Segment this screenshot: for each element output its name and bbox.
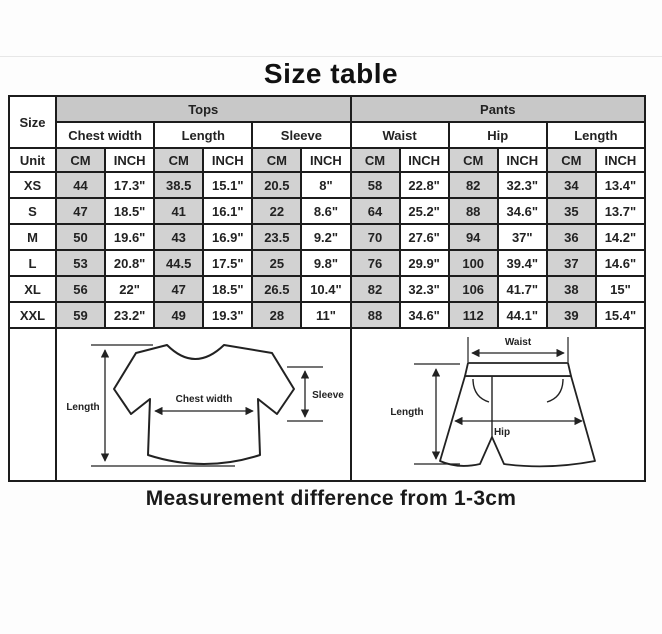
unit-cell: INCH [301,148,350,172]
chest-width-label: Chest width [175,394,233,405]
measure-header-row [9,122,645,148]
unit-cell: INCH [498,148,547,172]
value-cell: 10.4" [301,276,350,302]
value-cell: 44.1" [498,302,547,328]
size-header-cell: Size [9,96,56,148]
value-cell: 8" [301,172,350,198]
waist-header: Waist [351,122,449,148]
unit-cell: CM [351,148,400,172]
value-cell: 76 [351,250,400,276]
unit-cell: INCH [105,148,154,172]
value-cell: 88 [351,302,400,328]
shorts-diagram-cell [351,328,645,481]
value-cell: 29.9" [400,250,449,276]
value-cell: 13.7" [596,198,645,224]
unit-cell: INCH [596,148,645,172]
value-cell: 82 [449,172,498,198]
value-cell: 32.3" [400,276,449,302]
value-cell: 41 [154,198,203,224]
value-cell: 8.6" [301,198,350,224]
unit-cell: INCH [203,148,252,172]
value-cell: 11" [301,302,350,328]
value-cell: 25 [252,250,301,276]
size-label: XL [9,276,56,302]
value-cell: 32.3" [498,172,547,198]
value-cell: 70 [351,224,400,250]
value-cell: 106 [449,276,498,302]
sleeve-header: Sleeve [252,122,350,148]
tshirt-diagram [57,329,349,480]
unit-cell: INCH [400,148,449,172]
value-cell: 88 [449,198,498,224]
value-cell: 35 [547,198,596,224]
value-cell: 22.8" [400,172,449,198]
pants-group-header: Pants [351,96,645,122]
table-row-xxl [9,302,645,328]
value-cell: 50 [56,224,105,250]
value-cell: 28 [252,302,301,328]
value-cell: 9.2" [301,224,350,250]
tshirt-diagram-cell [56,328,351,481]
value-cell: 47 [154,276,203,302]
value-cell: 41.7" [498,276,547,302]
empty-cell [9,328,56,481]
value-cell: 16.1" [203,198,252,224]
value-cell: 26.5 [252,276,301,302]
value-cell: 100 [449,250,498,276]
shorts-length-label: Length [390,407,424,418]
unit-cell: CM [547,148,596,172]
value-cell: 23.2" [105,302,154,328]
chest-width-header: Chest width [56,122,154,148]
value-cell: 38 [547,276,596,302]
value-cell: 44.5 [154,250,203,276]
value-cell: 49 [154,302,203,328]
unit-cell: CM [56,148,105,172]
value-cell: 39 [547,302,596,328]
value-cell: 39.4" [498,250,547,276]
size-label: L [9,250,56,276]
table-row-xs [9,172,645,198]
value-cell: 56 [56,276,105,302]
value-cell: 15.1" [203,172,252,198]
page-title: Size table [263,58,399,89]
value-cell: 9.8" [301,250,350,276]
value-cell: 58 [351,172,400,198]
value-cell: 15.4" [596,302,645,328]
size-table [8,95,646,482]
value-cell: 27.6" [400,224,449,250]
value-cell: 37 [547,250,596,276]
value-cell: 20.5 [252,172,301,198]
value-cell: 44 [56,172,105,198]
value-cell: 14.2" [596,224,645,250]
pants-length-header: Length [547,122,645,148]
waist-label: Waist [504,337,531,348]
unit-cell: CM [252,148,301,172]
value-cell: 13.4" [596,172,645,198]
tshirt-length-label: Length [66,402,100,413]
group-header-row [9,96,645,122]
value-cell: 37" [498,224,547,250]
value-cell: 38.5 [154,172,203,198]
table-row-l [9,250,645,276]
value-cell: 112 [449,302,498,328]
value-cell: 19.3" [203,302,252,328]
unit-cell: CM [449,148,498,172]
diagram-row [9,328,645,481]
table-row-m [9,224,645,250]
value-cell: 20.8" [105,250,154,276]
table-row-s [9,198,645,224]
value-cell: 17.5" [203,250,252,276]
value-cell: 19.6" [105,224,154,250]
value-cell: 59 [56,302,105,328]
value-cell: 82 [351,276,400,302]
size-label: M [9,224,56,250]
value-cell: 22 [252,198,301,224]
table-row-xl [9,276,645,302]
hip-label: Hip [493,427,510,438]
value-cell: 36 [547,224,596,250]
value-cell: 16.9" [203,224,252,250]
size-label: S [9,198,56,224]
shorts-diagram [352,329,644,480]
value-cell: 15" [596,276,645,302]
size-label: XS [9,172,56,198]
value-cell: 18.5" [203,276,252,302]
sleeve-label: Sleeve [312,390,345,401]
measurement-note: Measurement difference from 1-3cm [145,487,517,510]
unit-cell: CM [154,148,203,172]
value-cell: 34 [547,172,596,198]
value-cell: 43 [154,224,203,250]
hip-header: Hip [449,122,547,148]
value-cell: 34.6" [400,302,449,328]
value-cell: 23.5 [252,224,301,250]
value-cell: 94 [449,224,498,250]
value-cell: 64 [351,198,400,224]
value-cell: 22" [105,276,154,302]
tops-group-header: Tops [56,96,351,122]
value-cell: 17.3" [105,172,154,198]
value-cell: 47 [56,198,105,224]
value-cell: 53 [56,250,105,276]
waistband [465,363,571,376]
unit-row [9,148,645,172]
size-label: XXL [9,302,56,328]
value-cell: 25.2" [400,198,449,224]
tops-length-header: Length [154,122,252,148]
value-cell: 34.6" [498,198,547,224]
value-cell: 18.5" [105,198,154,224]
value-cell: 14.6" [596,250,645,276]
unit-header-cell: Unit [9,148,56,172]
image-top-edge [0,56,662,57]
